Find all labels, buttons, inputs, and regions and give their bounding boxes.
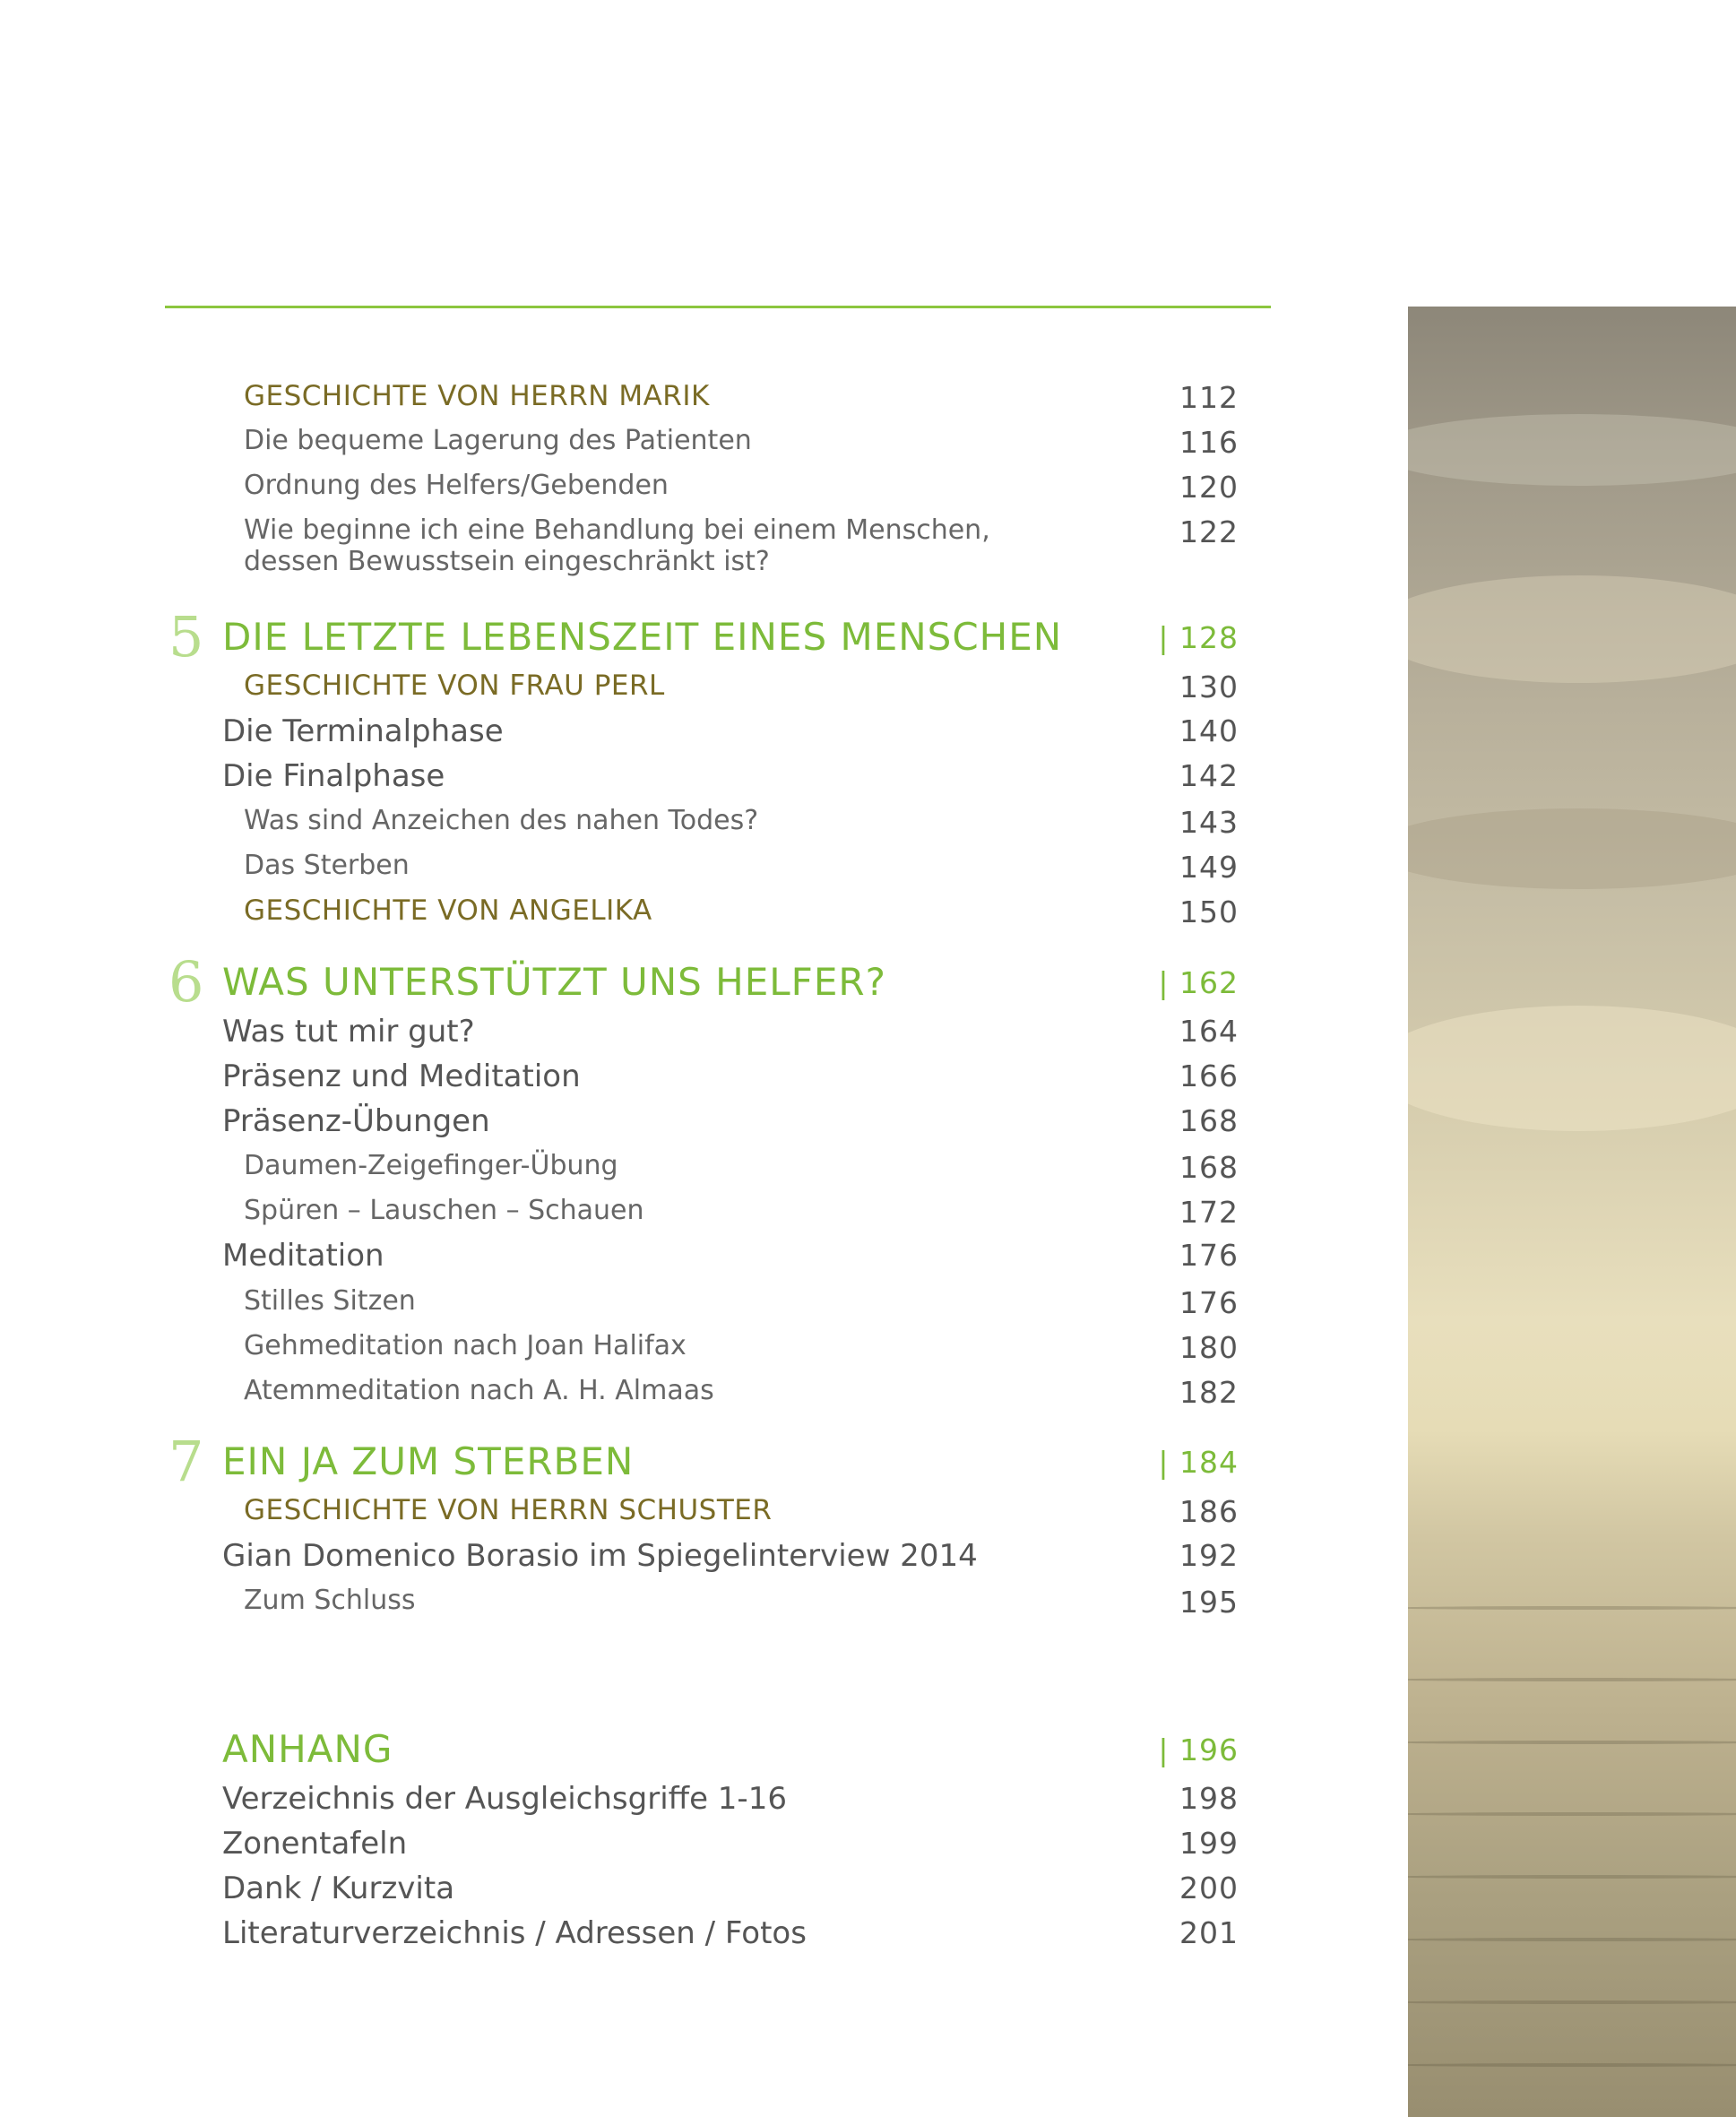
chapter-heading[interactable] — [0, 1429, 1239, 1502]
toc-entry[interactable] — [0, 805, 1239, 850]
toc-entry[interactable] — [0, 380, 1239, 425]
water-ripple — [1408, 2000, 1736, 2004]
entry-page: 168 — [1179, 1103, 1239, 1138]
entry-title: Das Sterben — [244, 850, 410, 881]
entry-title: Ordnung des Helfers/Gebenden — [244, 470, 669, 501]
toc-entry[interactable] — [0, 1238, 1239, 1283]
entry-title: Gian Domenico Borasio im Spiegelinterview 2014 — [222, 1538, 978, 1574]
toc-entry[interactable] — [0, 1058, 1239, 1103]
entry-page: 116 — [1179, 425, 1239, 460]
entry-title: Atemmeditation nach A. H. Almaas — [244, 1375, 714, 1406]
toc-entry[interactable] — [0, 670, 1239, 714]
entry-page: 143 — [1179, 805, 1239, 840]
cloud-shape — [1408, 808, 1736, 889]
entry-page: 122 — [1179, 514, 1239, 549]
entry-page: 172 — [1179, 1195, 1239, 1230]
toc-entry[interactable] — [0, 514, 1239, 586]
chapter-page: | 162 — [1158, 965, 1239, 1000]
entry-page: 140 — [1179, 713, 1239, 748]
entry-title: Präsenz und Meditation — [222, 1058, 581, 1094]
entry-title-line2: dessen Bewusstsein eingeschränkt ist? — [244, 546, 770, 577]
toc-entry[interactable] — [0, 1871, 1239, 1915]
toc-entry[interactable] — [0, 1494, 1239, 1539]
toc-entry[interactable] — [0, 1826, 1239, 1871]
entry-title: Daumen-Zeigefinger-Übung — [244, 1150, 618, 1181]
entry-title: Zum Schluss — [244, 1585, 416, 1616]
entry-page: 186 — [1179, 1494, 1239, 1529]
entry-page: 112 — [1179, 380, 1239, 415]
entry-page: 150 — [1179, 894, 1239, 929]
entry-title: Verzeichnis der Ausgleichsgriffe 1-16 — [222, 1781, 787, 1817]
entry-title: GESCHICHTE VON ANGELIKA — [244, 894, 652, 927]
chapter-title: DIE LETZTE LEBENSZEIT EINES MENSCHEN — [222, 615, 1063, 659]
entry-title — [244, 514, 990, 577]
entry-page: 149 — [1179, 850, 1239, 885]
toc-entry[interactable] — [0, 470, 1239, 514]
toc-entry[interactable] — [0, 894, 1239, 939]
sea-photo — [1408, 307, 1736, 2117]
entry-page: 200 — [1179, 1871, 1239, 1905]
cloud-shape — [1408, 414, 1736, 486]
water-ripple — [1408, 1741, 1736, 1744]
appendix-title: ANHANG — [222, 1727, 393, 1771]
toc-entry[interactable] — [0, 1195, 1239, 1240]
entry-title: Was sind Anzeichen des nahen Todes? — [244, 805, 759, 836]
entry-page: 142 — [1179, 758, 1239, 793]
toc-entry[interactable] — [0, 758, 1239, 803]
water-ripple — [1408, 1875, 1736, 1879]
entry-page: 201 — [1179, 1915, 1239, 1950]
toc-entry[interactable] — [0, 713, 1239, 758]
entry-title: Stilles Sitzen — [244, 1285, 416, 1317]
cloud-shape — [1408, 1006, 1736, 1131]
water-ripple — [1408, 1812, 1736, 1816]
entry-page: 195 — [1179, 1585, 1239, 1620]
toc-entry[interactable] — [0, 1330, 1239, 1375]
entry-page: 199 — [1179, 1826, 1239, 1861]
water-ripple — [1408, 1606, 1736, 1610]
entry-title: Was tut mir gut? — [222, 1014, 475, 1050]
toc-entry[interactable] — [0, 425, 1239, 470]
entry-page: 182 — [1179, 1375, 1239, 1410]
appendix-page: | 196 — [1158, 1732, 1239, 1767]
water-ripple — [1408, 1678, 1736, 1681]
entry-title: Meditation — [222, 1238, 384, 1274]
chapter-number: 7 — [168, 1429, 204, 1494]
chapter-number: 6 — [168, 949, 204, 1015]
entry-title: Literaturverzeichnis / Adressen / Fotos — [222, 1915, 807, 1951]
entry-title: GESCHICHTE VON HERRN MARIK — [244, 380, 710, 412]
toc-entry[interactable] — [0, 1285, 1239, 1330]
chapter-number: 5 — [168, 604, 204, 670]
chapter-title: WAS UNTERSTÜTZT UNS HELFER? — [222, 960, 886, 1004]
entry-title: GESCHICHTE VON HERRN SCHUSTER — [244, 1494, 773, 1526]
chapter-heading[interactable] — [0, 604, 1239, 678]
entry-page: 120 — [1179, 470, 1239, 505]
entry-page: 198 — [1179, 1781, 1239, 1816]
entry-page: 168 — [1179, 1150, 1239, 1185]
entry-page: 176 — [1179, 1238, 1239, 1273]
entry-page: 166 — [1179, 1058, 1239, 1093]
chapter-page: | 184 — [1158, 1445, 1239, 1480]
toc-entry[interactable] — [0, 1538, 1239, 1583]
water-ripple — [1408, 2063, 1736, 2067]
toc-entry[interactable] — [0, 1103, 1239, 1148]
toc-entry[interactable] — [0, 850, 1239, 894]
cloud-shape — [1408, 575, 1736, 683]
entry-page: 130 — [1179, 670, 1239, 704]
entry-title: GESCHICHTE VON FRAU PERL — [244, 670, 665, 702]
entry-title: Spüren – Lauschen – Schauen — [244, 1195, 644, 1226]
entry-page: 176 — [1179, 1285, 1239, 1320]
entry-title: Die Terminalphase — [222, 713, 504, 749]
water-ripple — [1408, 1938, 1736, 1941]
toc-entry[interactable] — [0, 1915, 1239, 1960]
entry-title: Zonentafeln — [222, 1826, 408, 1862]
toc-entry[interactable] — [0, 1014, 1239, 1058]
entry-title: Dank / Kurzvita — [222, 1871, 455, 1906]
entry-page: 180 — [1179, 1330, 1239, 1365]
entry-title: Gehmeditation nach Joan Halifax — [244, 1330, 687, 1361]
toc-entry[interactable] — [0, 1375, 1239, 1420]
toc-entry[interactable] — [0, 1781, 1239, 1826]
entry-title: Präsenz-Übungen — [222, 1103, 490, 1139]
entry-title: Die Finalphase — [222, 758, 445, 794]
toc-entry[interactable] — [0, 1585, 1239, 1629]
chapter-page: | 128 — [1158, 620, 1239, 655]
entry-page: 192 — [1179, 1538, 1239, 1573]
chapter-title: EIN JA ZUM STERBEN — [222, 1439, 635, 1483]
entry-title-line1: Wie beginne ich eine Behandlung bei einem Menschen, — [244, 514, 990, 546]
toc-entry[interactable] — [0, 1150, 1239, 1195]
entry-page: 164 — [1179, 1014, 1239, 1049]
entry-title: Die bequeme Lagerung des Patienten — [244, 425, 752, 456]
